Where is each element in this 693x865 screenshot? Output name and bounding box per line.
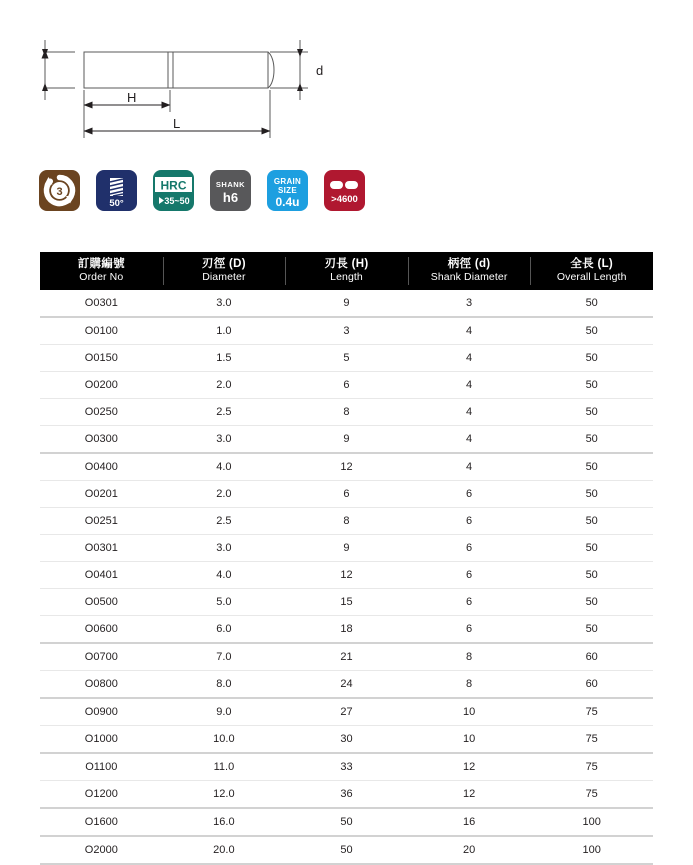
cell-shank-diameter: 4 <box>408 453 531 481</box>
svg-text:0.4u: 0.4u <box>275 195 300 209</box>
table-row <box>40 616 653 644</box>
table-row <box>40 345 653 372</box>
cell-overall-length: 60 <box>530 671 653 699</box>
cell-length: 50 <box>285 836 408 864</box>
tool-body-outline <box>84 52 274 88</box>
cell-diameter: 3.0 <box>163 290 286 317</box>
column-header-shank-diameter <box>408 252 531 290</box>
shank-value: h6 <box>222 190 239 205</box>
shank-title: SHANK <box>215 180 246 189</box>
cell-shank-diameter: 4 <box>408 317 531 345</box>
table-row <box>40 753 653 781</box>
cell-shank-diameter: 12 <box>408 781 531 809</box>
cell-overall-length: 50 <box>530 426 653 454</box>
cell-diameter: 8.0 <box>163 671 286 699</box>
cell-order-no: O0600 <box>40 616 163 644</box>
cell-overall-length: 75 <box>530 698 653 726</box>
table-row <box>40 562 653 589</box>
hardness-title: HRC <box>160 178 187 193</box>
cell-order-no: O1200 <box>40 781 163 809</box>
cell-length: 50 <box>285 808 408 836</box>
column-header-overall-length <box>530 252 653 290</box>
cell-shank-diameter: 6 <box>408 589 531 616</box>
cell-overall-length: 50 <box>530 290 653 317</box>
column-header-diameter <box>163 252 286 290</box>
cell-diameter: 6.0 <box>163 616 286 644</box>
specification-table <box>40 252 653 865</box>
hardness-badge <box>153 170 194 211</box>
cell-order-no: O0900 <box>40 698 163 726</box>
label-flute-length: H <box>127 90 137 105</box>
cell-length: 8 <box>285 508 408 535</box>
cell-order-no: O0300 <box>40 426 163 454</box>
cell-overall-length: 100 <box>530 808 653 836</box>
cell-overall-length: 50 <box>530 399 653 426</box>
column-header-cn: 柄徑 (d) <box>447 258 491 270</box>
cell-diameter: 16.0 <box>163 808 286 836</box>
cell-order-no: O1100 <box>40 753 163 781</box>
cell-order-no: O0150 <box>40 345 163 372</box>
cell-length: 15 <box>285 589 408 616</box>
triangle-marker-icon <box>159 197 164 204</box>
svg-text:GRAIN: GRAIN <box>273 177 302 186</box>
cell-length: 6 <box>285 481 408 508</box>
cell-diameter: 5.0 <box>163 589 286 616</box>
cell-shank-diameter: 10 <box>408 698 531 726</box>
column-header-en: Order No <box>79 271 124 283</box>
coating-badge <box>324 170 365 211</box>
grain-size-badge <box>267 170 308 211</box>
cell-diameter: 3.0 <box>163 426 286 454</box>
cell-order-no: O0400 <box>40 453 163 481</box>
cell-diameter: 2.5 <box>163 399 286 426</box>
table-row <box>40 535 653 562</box>
cell-length: 5 <box>285 345 408 372</box>
column-header-cn: 全長 (L) <box>570 258 614 270</box>
column-header-en: Diameter <box>202 271 246 283</box>
cell-length: 33 <box>285 753 408 781</box>
cell-overall-length: 75 <box>530 726 653 754</box>
cell-shank-diameter: 6 <box>408 508 531 535</box>
cell-order-no: O0401 <box>40 562 163 589</box>
table-row <box>40 836 653 864</box>
cell-shank-diameter: 4 <box>408 372 531 399</box>
table-row <box>40 698 653 726</box>
cell-overall-length: 100 <box>530 836 653 864</box>
diameter-dimension <box>45 40 75 100</box>
cell-shank-diameter: 16 <box>408 808 531 836</box>
cell-shank-diameter: 6 <box>408 481 531 508</box>
cell-order-no: O1000 <box>40 726 163 754</box>
cell-length: 12 <box>285 562 408 589</box>
spec-badge-row <box>39 170 365 211</box>
cell-length: 3 <box>285 317 408 345</box>
helix-angle-badge <box>96 170 137 211</box>
table-header <box>40 252 653 290</box>
cell-length: 18 <box>285 616 408 644</box>
cell-order-no: O0700 <box>40 643 163 671</box>
cell-diameter: 2.5 <box>163 508 286 535</box>
cell-overall-length: 50 <box>530 345 653 372</box>
table-row <box>40 399 653 426</box>
table-row <box>40 671 653 699</box>
cell-order-no: O0201 <box>40 481 163 508</box>
table-row <box>40 781 653 809</box>
cell-overall-length: 75 <box>530 781 653 809</box>
cell-shank-diameter: 3 <box>408 290 531 317</box>
cell-overall-length: 50 <box>530 481 653 508</box>
cell-overall-length: 50 <box>530 589 653 616</box>
shank-tolerance-badge <box>210 170 251 211</box>
label-overall-length: L <box>173 116 181 131</box>
cell-diameter: 4.0 <box>163 453 286 481</box>
column-header-cn: 刃長 (H) <box>324 258 369 270</box>
cell-overall-length: 75 <box>530 753 653 781</box>
table-row <box>40 317 653 345</box>
cell-length: 36 <box>285 781 408 809</box>
cell-diameter: 4.0 <box>163 562 286 589</box>
table-row <box>40 508 653 535</box>
cell-length: 9 <box>285 426 408 454</box>
cell-length: 12 <box>285 453 408 481</box>
column-header-order-no <box>40 252 163 290</box>
table-row <box>40 372 653 399</box>
cell-order-no: O0301 <box>40 535 163 562</box>
cell-diameter: 2.0 <box>163 481 286 508</box>
cell-diameter: 1.5 <box>163 345 286 372</box>
cell-diameter: 11.0 <box>163 753 286 781</box>
cell-overall-length: 50 <box>530 508 653 535</box>
column-header-length <box>285 252 408 290</box>
table-row <box>40 589 653 616</box>
cell-length: 6 <box>285 372 408 399</box>
flute-count-badge <box>39 170 80 211</box>
cell-overall-length: 50 <box>530 535 653 562</box>
cell-shank-diameter: 6 <box>408 535 531 562</box>
table-row <box>40 481 653 508</box>
cell-diameter: 7.0 <box>163 643 286 671</box>
cell-order-no: O0200 <box>40 372 163 399</box>
cell-diameter: 10.0 <box>163 726 286 754</box>
cell-overall-length: 50 <box>530 317 653 345</box>
hardness-value: 35~50 <box>164 196 190 206</box>
cell-overall-length: 60 <box>530 643 653 671</box>
cell-shank-diameter: 10 <box>408 726 531 754</box>
table-row <box>40 453 653 481</box>
cell-overall-length: 50 <box>530 453 653 481</box>
cell-length: 24 <box>285 671 408 699</box>
cell-order-no: O0800 <box>40 671 163 699</box>
cell-diameter: 1.0 <box>163 317 286 345</box>
column-header-cn: 刃徑 (D) <box>201 258 246 270</box>
cell-overall-length: 50 <box>530 372 653 399</box>
capsule-pair-icon <box>330 181 358 189</box>
cell-overall-length: 50 <box>530 562 653 589</box>
cell-diameter: 3.0 <box>163 535 286 562</box>
cell-diameter: 12.0 <box>163 781 286 809</box>
cell-shank-diameter: 6 <box>408 616 531 644</box>
cell-diameter: 20.0 <box>163 836 286 864</box>
cell-shank-diameter: 12 <box>408 753 531 781</box>
cell-length: 30 <box>285 726 408 754</box>
cell-order-no: O2000 <box>40 836 163 864</box>
table-row <box>40 643 653 671</box>
cell-shank-diameter: 8 <box>408 671 531 699</box>
table-row <box>40 426 653 454</box>
cell-length: 9 <box>285 290 408 317</box>
cell-order-no: O0100 <box>40 317 163 345</box>
table-row <box>40 290 653 317</box>
helix-flute-icon <box>110 178 123 196</box>
end-mill-dimension-drawing <box>0 0 693 155</box>
cell-order-no: O0301 <box>40 290 163 317</box>
cell-shank-diameter: 4 <box>408 426 531 454</box>
table-header-row <box>40 252 653 290</box>
cell-order-no: O0500 <box>40 589 163 616</box>
svg-text:3: 3 <box>56 186 63 198</box>
column-header-en: Overall Length <box>556 271 627 283</box>
cell-length: 8 <box>285 399 408 426</box>
cell-length: 27 <box>285 698 408 726</box>
cell-order-no: O0251 <box>40 508 163 535</box>
table-row <box>40 808 653 836</box>
table-row <box>40 726 653 754</box>
cell-shank-diameter: 4 <box>408 399 531 426</box>
cell-diameter: 9.0 <box>163 698 286 726</box>
cell-order-no: O1600 <box>40 808 163 836</box>
cell-length: 21 <box>285 643 408 671</box>
svg-text:50°: 50° <box>109 198 124 209</box>
cell-overall-length: 50 <box>530 616 653 644</box>
column-header-en: Shank Diameter <box>430 271 508 283</box>
cell-shank-diameter: 20 <box>408 836 531 864</box>
cell-shank-diameter: 4 <box>408 345 531 372</box>
cell-shank-diameter: 6 <box>408 562 531 589</box>
cell-order-no: O0250 <box>40 399 163 426</box>
table-body <box>40 290 653 864</box>
column-header-cn: 訂購編號 <box>77 258 125 270</box>
cell-shank-diameter: 8 <box>408 643 531 671</box>
cell-length: 9 <box>285 535 408 562</box>
svg-text:>4600: >4600 <box>331 194 358 205</box>
label-shank-diameter: d <box>316 63 324 78</box>
svg-text:SIZE: SIZE <box>278 186 297 195</box>
cell-diameter: 2.0 <box>163 372 286 399</box>
column-header-en: Length <box>330 271 363 283</box>
